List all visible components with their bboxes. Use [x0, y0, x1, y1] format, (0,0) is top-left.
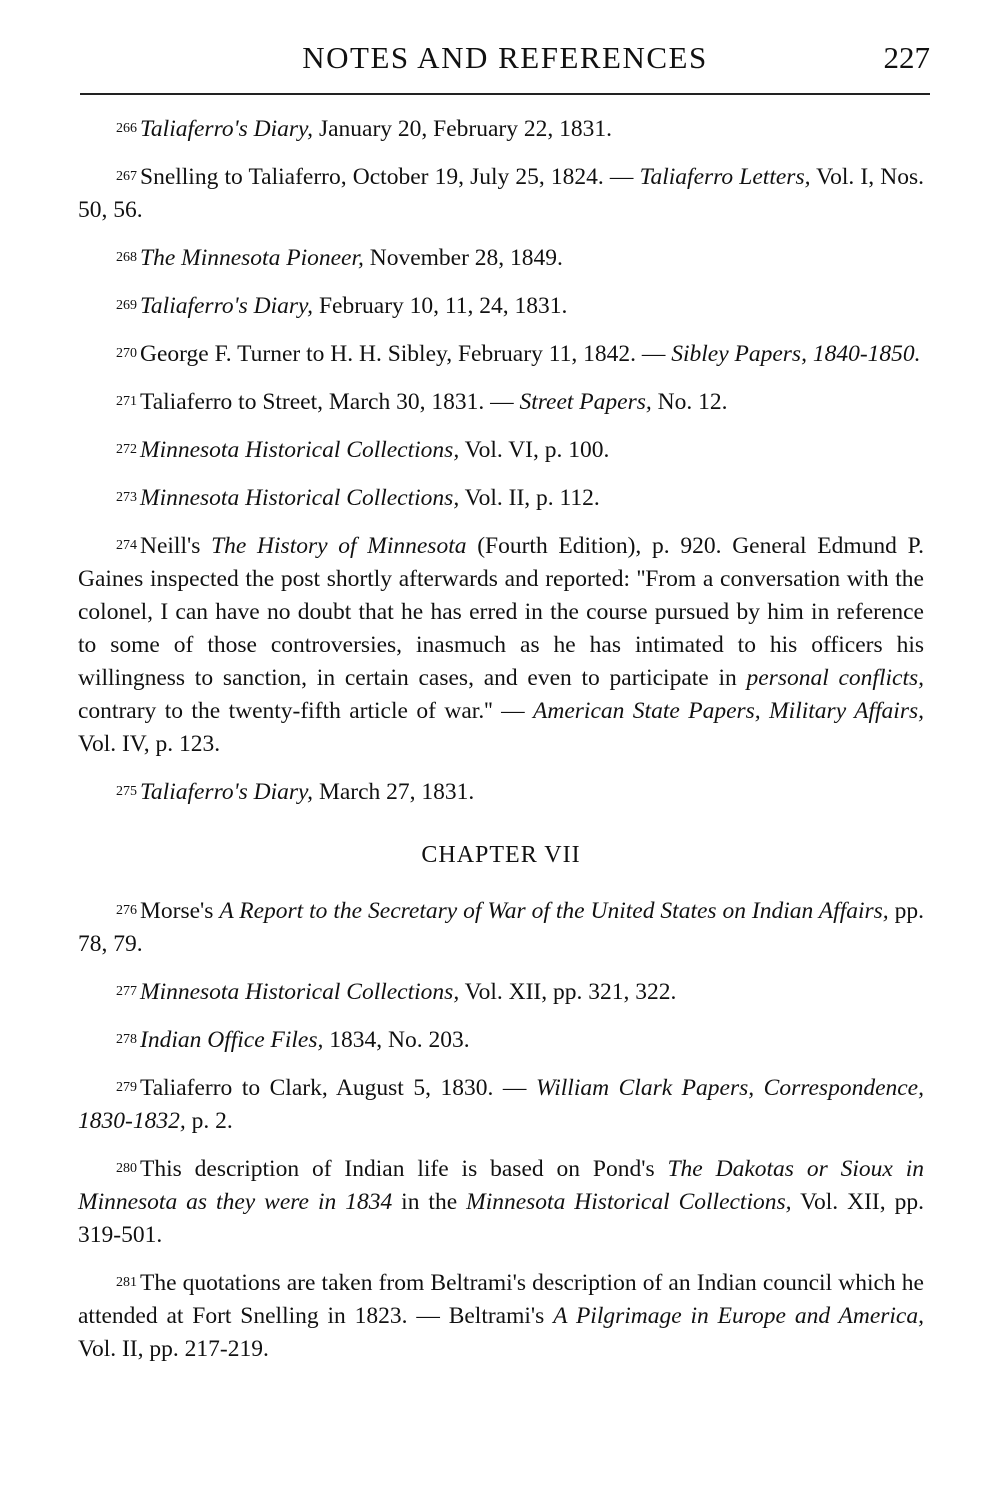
footnote-text: Morse's [140, 898, 220, 924]
footnote-text: March 27, 1831. [313, 779, 475, 805]
footnote-text: Vol. I, Nos. 50, 56. [78, 164, 924, 223]
footnote-text: Vol. IV, p. 123. [78, 731, 221, 757]
citation-title: Taliaferro Letters, [639, 164, 811, 190]
footnote-271 [78, 385, 924, 419]
chapter-heading: CHAPTER VII [421, 842, 581, 868]
citation-title: Taliaferro's Diary, [140, 116, 314, 142]
footnote-text: Snelling to Taliaferro, October 19, July 25, 1824. — [140, 164, 640, 190]
footnote-270 [78, 337, 924, 371]
footnote-text: January 20, February 22, 1831. [313, 116, 612, 142]
footnote-number: 276 [116, 903, 137, 918]
footnote-number: 277 [116, 984, 137, 999]
footnote-text: The quotations are taken from Beltrami's description of an Indian council which he attended at Fort Snelling in 1823. — Beltrami's [78, 1270, 924, 1329]
running-header [80, 40, 930, 88]
footnote-number: 273 [116, 490, 137, 505]
citation-title: Street Papers, [519, 389, 652, 415]
footnote-273 [78, 481, 924, 515]
citation-title: Sibley Papers, 1840-1850. [671, 341, 921, 367]
footnote-text: Taliaferro to Clark, August 5, 1830. — [140, 1075, 536, 1101]
footnote-text: Taliaferro to Street, March 30, 1831. — [140, 389, 520, 415]
citation-title: Taliaferro's Diary, [140, 293, 314, 319]
notes-list-chapter-vii [78, 894, 924, 1366]
footnote-272 [78, 433, 924, 467]
footnote-274 [78, 529, 924, 761]
footnote-text: George F. Turner to H. H. Sibley, February 11, 1842. — [140, 341, 672, 367]
footnote-280 [78, 1152, 924, 1252]
footnote-text: No. 12. [651, 389, 728, 415]
footnote-text: 1834, No. 203. [323, 1027, 470, 1053]
footnote-text: February 10, 11, 24, 1831. [313, 293, 568, 319]
footnote-number: 271 [116, 394, 137, 409]
footnote-text: Neill's [140, 533, 212, 559]
footnote-266 [78, 112, 924, 146]
footnote-text: pp. 78, 79. [78, 898, 924, 957]
footnote-text: Vol. XII, pp. 321, 322. [459, 979, 677, 1005]
citation-title: A Report to the Secretary of War of the United States on Indian Affairs, [219, 898, 889, 924]
footnote-275 [78, 775, 924, 809]
footnote-279 [78, 1071, 924, 1138]
footnote-number: 268 [116, 250, 137, 265]
footnote-number: 275 [116, 784, 137, 799]
footnote-number: 280 [116, 1161, 137, 1176]
footnote-278 [78, 1023, 924, 1057]
footnote-number: 274 [116, 538, 137, 553]
citation-title: Minnesota Historical Collections, [140, 979, 460, 1005]
page-number: 227 [883, 40, 930, 75]
footnote-text: This description of Indian life is based on Pond's [140, 1156, 668, 1182]
citation-title: William Clark Papers, Correspondence, 1830-1832, [78, 1075, 924, 1134]
citation-title: Minnesota Historical Collections, [466, 1189, 792, 1215]
citation-title: Minnesota Historical Collections, [140, 437, 460, 463]
footnote-text: contrary to the twenty-fifth article of war.'' — [78, 698, 534, 724]
footnote-text: in the [392, 1189, 467, 1215]
citation-title: personal conflicts, [746, 665, 925, 691]
footnote-text: Vol. VI, p. 100. [459, 437, 610, 463]
citation-title: American State Papers, Military Affairs, [533, 698, 924, 724]
footnote-text: November 28, 1849. [363, 245, 563, 271]
citation-title: A Pilgrimage in Europe and America, [553, 1303, 924, 1329]
footnote-text: p. 2. [185, 1108, 233, 1134]
footnote-text: Vol. II, p. 112. [459, 485, 600, 511]
citation-title: Minnesota Historical Collections, [140, 485, 460, 511]
citation-title: The Minnesota Pioneer, [140, 245, 364, 271]
footnote-number: 281 [116, 1275, 137, 1290]
notes-body [78, 112, 924, 1380]
citation-title: Indian Office Files, [140, 1027, 324, 1053]
footnote-number: 269 [116, 298, 137, 313]
footnote-text: Vol. II, pp. 217-219. [78, 1336, 269, 1362]
citation-title: The Dakotas or Sioux in Minnesota as they were in 1834 [78, 1156, 924, 1215]
footnote-267 [78, 160, 924, 227]
footnote-number: 279 [116, 1080, 137, 1095]
citation-title: Taliaferro's Diary, [140, 779, 314, 805]
footnote-268 [78, 241, 924, 275]
footnote-number: 266 [116, 121, 137, 136]
notes-list-chapter-vi [78, 112, 924, 809]
footnote-number: 272 [116, 442, 137, 457]
footnote-number: 270 [116, 346, 137, 361]
footnote-276 [78, 894, 924, 961]
footnote-277 [78, 975, 924, 1009]
header-title: NOTES AND REFERENCES [302, 40, 708, 75]
footnote-number: 278 [116, 1032, 137, 1047]
footnote-number: 267 [116, 169, 137, 184]
footnote-text: (Fourth Edition), p. 920. General Edmund P. Gaines inspected the post shortly afterwards and reported: ''From a conversation with the colonel, I can have no doubt that he has erred in the course pursued by him in reference to some of those controversies, inasmuch as he has intimated to his officers his willingness to sanction, in certain cases, and even to participate in [78, 533, 924, 691]
footnote-text: Vol. XII, pp. 319-501. [78, 1189, 924, 1248]
citation-title: The History of Minnesota [211, 533, 467, 559]
footnote-281 [78, 1266, 924, 1366]
header-rule [80, 93, 930, 95]
footnote-269 [78, 289, 924, 323]
